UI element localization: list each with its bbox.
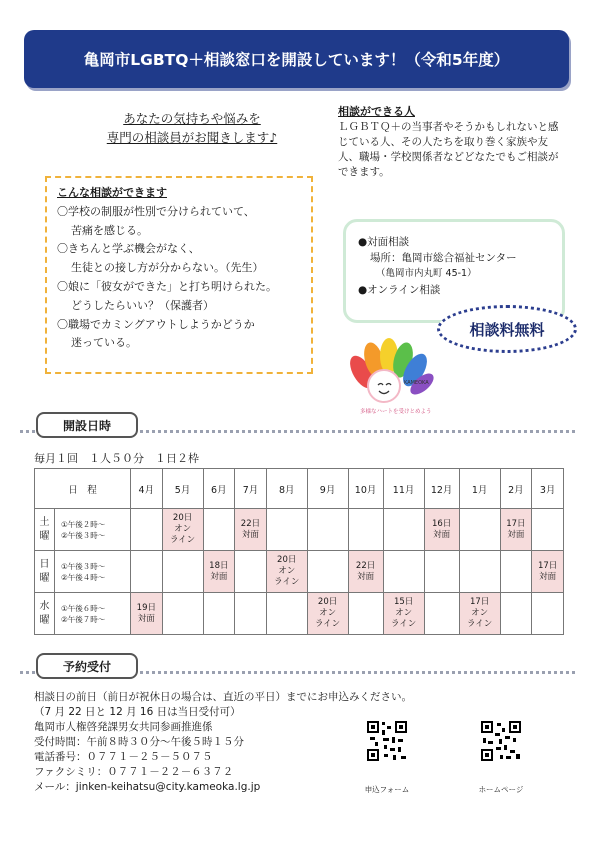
month-header: 4月 bbox=[131, 469, 163, 509]
logo-slogan: 多様なハートを受けとめよう bbox=[360, 409, 432, 415]
case-item: どうしたらいい？（保護者） bbox=[71, 298, 214, 312]
face-consult: ●対面相談 bbox=[358, 236, 410, 248]
who-title: 相談ができる人 bbox=[338, 105, 415, 118]
month-header: 5月 bbox=[162, 469, 203, 509]
empty-cell bbox=[203, 509, 235, 551]
session-date-cell: 19日 対面 bbox=[131, 593, 163, 635]
section-reserve-label: 予約受付 bbox=[36, 653, 138, 679]
rainbow-hand-logo bbox=[348, 338, 438, 416]
qr-code-homepage[interactable] bbox=[480, 720, 522, 762]
reserve-note: （7 月 22 日と 12 月 16 日は当日受付可） bbox=[34, 706, 241, 718]
empty-cell bbox=[266, 509, 307, 551]
cases-title: こんな相談ができます bbox=[57, 186, 167, 199]
month-header: 9月 bbox=[307, 469, 348, 509]
case-item: 〇学校の制服が性別で分けられていて、 bbox=[57, 204, 255, 218]
time-slots-cell: ①午後２時～ ②午後３時～ bbox=[55, 509, 131, 551]
session-date-cell: 22日 対面 bbox=[348, 551, 383, 593]
time-slots-cell: ①午後３時～ ②午後４時～ bbox=[55, 551, 131, 593]
consult-address: （亀岡市内丸町 45-1） bbox=[376, 268, 477, 279]
schedule-row bbox=[35, 509, 564, 551]
case-item: 生徒との接し方が分からない。（先生） bbox=[71, 261, 264, 275]
case-item: 迷っている。 bbox=[71, 336, 137, 350]
qr-caption-form: 申込フォーム bbox=[364, 785, 410, 794]
month-header: 6月 bbox=[203, 469, 235, 509]
reserve-office: 亀岡市人権啓発課男女共同参画推進係 bbox=[34, 721, 213, 733]
reserve-deadline: 相談日の前日（前日が祝休日の場合は、直近の平日）までにお申込みください。 bbox=[34, 691, 412, 703]
case-item: 〇きちんと学ぶ機会がなく、 bbox=[57, 242, 200, 256]
session-date-cell: 20日 オン ライン bbox=[266, 551, 307, 593]
section-schedule-label: 開設日時 bbox=[36, 412, 138, 438]
case-item: 〇娘に「彼女ができた」と打ち明けられた。 bbox=[57, 279, 277, 293]
month-header: 1月 bbox=[459, 469, 500, 509]
reserve-fax: ファクシミリ：０７７１－２２－６３７２ bbox=[34, 766, 234, 778]
frequency: 毎月１回 １人５０分 １日２枠 bbox=[34, 452, 199, 465]
weekday-cell: 水 曜 bbox=[35, 593, 55, 635]
empty-cell bbox=[307, 509, 348, 551]
empty-cell bbox=[500, 551, 532, 593]
session-date-cell: 17日 対面 bbox=[500, 509, 532, 551]
month-header: 12月 bbox=[424, 469, 459, 509]
case-item: 苦痛を感じる。 bbox=[71, 223, 148, 237]
session-date-cell: 20日 オン ライン bbox=[162, 509, 203, 551]
consult-place: 場所：亀岡市総合福祉センター bbox=[370, 252, 517, 264]
session-date-cell: 20日 オン ライン bbox=[307, 593, 348, 635]
empty-cell bbox=[532, 509, 564, 551]
empty-cell bbox=[131, 551, 163, 593]
empty-cell bbox=[459, 551, 500, 593]
empty-cell bbox=[235, 551, 267, 593]
intro-line-1: あなたの気持ちや悩みを bbox=[123, 111, 261, 126]
empty-cell bbox=[532, 593, 564, 635]
session-date-cell: 18日 対面 bbox=[203, 551, 235, 593]
reserve-phone: 電話番号：０７７１－２５－５０７５ bbox=[34, 751, 213, 763]
intro bbox=[62, 109, 322, 147]
month-header: 8月 bbox=[266, 469, 307, 509]
month-header: 3月 bbox=[532, 469, 564, 509]
empty-cell bbox=[131, 509, 163, 551]
weekday-cell: 土 曜 bbox=[35, 509, 55, 551]
empty-cell bbox=[235, 593, 267, 635]
month-header: 10月 bbox=[348, 469, 383, 509]
intro-line-2: 専門の相談員がお聞きします♪ bbox=[106, 130, 278, 145]
empty-cell bbox=[424, 551, 459, 593]
session-date-cell: 17日 オン ライン bbox=[459, 593, 500, 635]
empty-cell bbox=[348, 509, 383, 551]
case-item: 〇職場でカミングアウトしようかどうか bbox=[57, 317, 255, 331]
empty-cell bbox=[500, 593, 532, 635]
page-title: 亀岡市LGBTQ＋相談窓口を開設しています！（令和5年度） bbox=[24, 30, 569, 88]
online-consult: ●オンライン相談 bbox=[358, 284, 441, 296]
schedule-header: 日 程 bbox=[35, 469, 131, 509]
qr-caption-homepage: ホームページ bbox=[478, 785, 524, 794]
schedule-row bbox=[35, 593, 564, 635]
month-header: 2月 bbox=[500, 469, 532, 509]
session-date-cell: 15日 オン ライン bbox=[383, 593, 424, 635]
reservation-info bbox=[34, 690, 504, 795]
empty-cell bbox=[266, 593, 307, 635]
free-badge: 相談料無料 bbox=[437, 305, 577, 353]
empty-cell bbox=[203, 593, 235, 635]
empty-cell bbox=[307, 551, 348, 593]
who-body: ＬＧＢＴＱ＋の当事者やそうかもしれないと感じている人、その人たちを取り巻く家族や友人、職場・学校関係者などどなたでもご相談ができます。 bbox=[338, 121, 559, 178]
logo-text: KAMEOKA bbox=[404, 380, 429, 386]
session-date-cell: 16日 対面 bbox=[424, 509, 459, 551]
empty-cell bbox=[348, 593, 383, 635]
empty-cell bbox=[459, 509, 500, 551]
qr-code-form[interactable] bbox=[366, 720, 408, 762]
consultation-examples bbox=[45, 176, 313, 374]
empty-cell bbox=[424, 593, 459, 635]
empty-cell bbox=[162, 593, 203, 635]
empty-cell bbox=[383, 551, 424, 593]
weekday-cell: 日 曜 bbox=[35, 551, 55, 593]
schedule-row bbox=[35, 551, 564, 593]
time-slots-cell: ①午後６時～ ②午後７時～ bbox=[55, 593, 131, 635]
session-date-cell: 17日 対面 bbox=[532, 551, 564, 593]
reserve-email[interactable]: メール：jinken-keihatsu@city.kameoka.lg.jp bbox=[34, 781, 261, 793]
month-header: 7月 bbox=[235, 469, 267, 509]
schedule-table bbox=[34, 468, 564, 635]
empty-cell bbox=[383, 509, 424, 551]
month-header: 11月 bbox=[383, 469, 424, 509]
session-date-cell: 22日 対面 bbox=[235, 509, 267, 551]
empty-cell bbox=[162, 551, 203, 593]
reserve-hours: 受付時間：午前８時３０分～午後５時１５分 bbox=[34, 736, 244, 748]
